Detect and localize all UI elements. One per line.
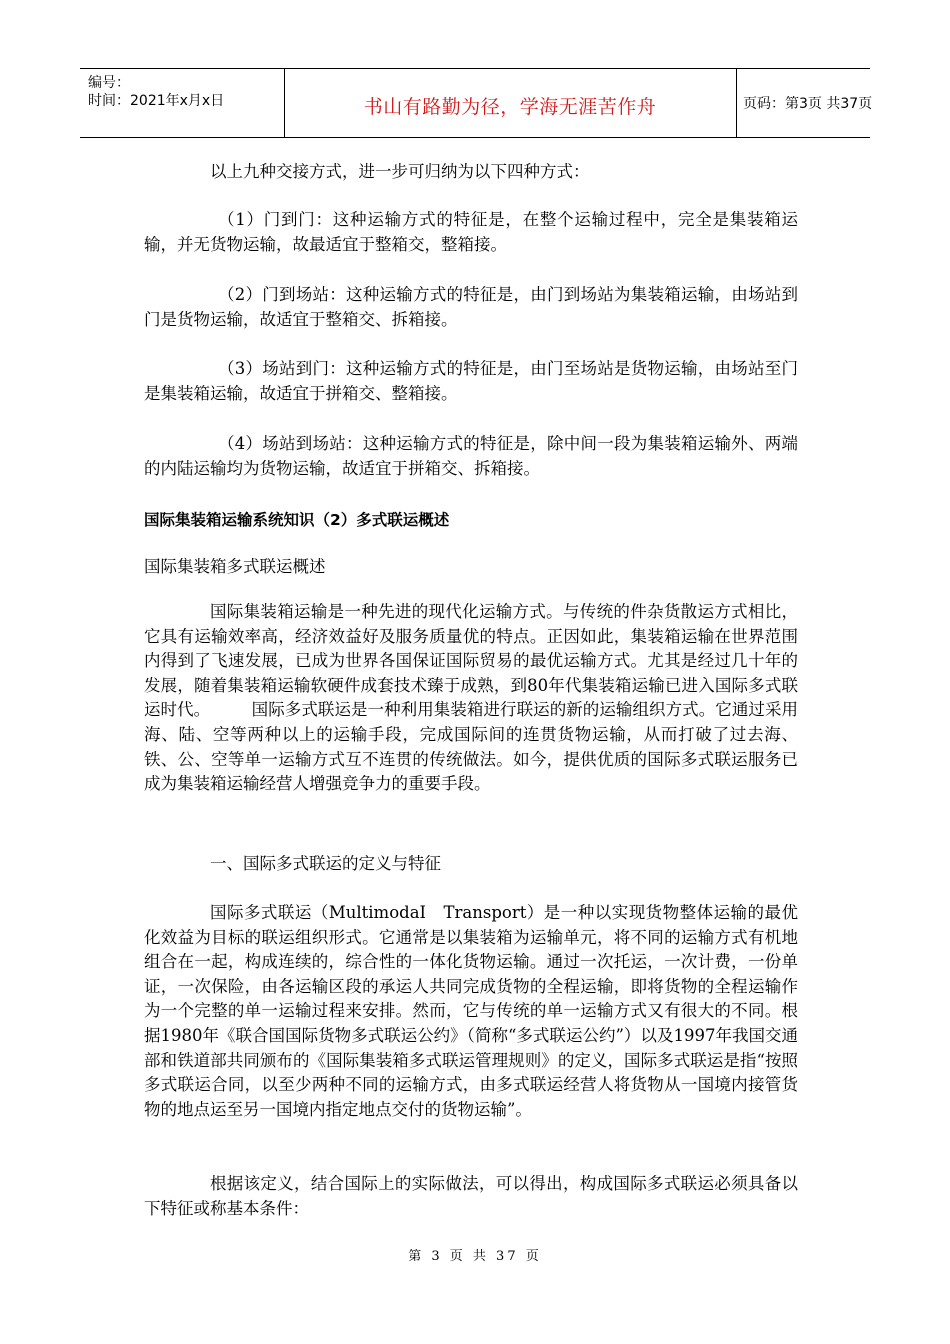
paragraph-door-to-cfs xyxy=(144,283,798,332)
header-page-cell xyxy=(737,69,873,137)
paragraph-door-to-door xyxy=(144,208,798,257)
paragraph-text: （3）场站到门：这种运输方式的特征是，由门至场站是货物运输，由场站至门是集装箱运输，故适宜于拼箱交、整箱接。 xyxy=(144,359,798,403)
paragraph-text: 国际多式联运（MultimodaI Transport）是一种以实现货物整体运输的最优化效益为目标的联运组织形式。它通常是以集装箱为运输单元，将不同的运输方式有机地组合在一起，构成连续的，综合性的一体化货物运输。通过一次托运，一次计费，一份单证，一次保险，由各运输区段的承运人共同完成货物的全程运输，即将货物的全程运输作为一个完整的单一运输过程来安排。然而，它与传统的单一运输方式又有很大的不同。根据1980年《联合国国际货物多式联运公约》（简称“多式联运公约”）以及1997年我国交通部和铁道部共同颁布的《国际集装箱多式联运管理规则》的定义，国际多式联运是指“按照多式联运合同，以至少两种不同的运输方式，由多式联运经营人将货物从一国境内接管货物的地点运至另一国境内指定地点交付的货物运输”。 xyxy=(144,903,798,1119)
paragraph-cfs-to-cfs xyxy=(144,432,798,481)
paragraph-summary xyxy=(144,160,798,185)
motto-text: 书山有路勤为径，学海无涯苦作舟 xyxy=(363,96,657,118)
sub-title-definition: 一、国际多式联运的定义与特征 xyxy=(210,854,441,873)
paragraph-text: （1）门到门：这种运输方式的特征是，在整个运输过程中，完全是集装箱运输，并无货物运输，故最适宜于整箱交，整箱接。 xyxy=(144,210,798,254)
paragraph-text: 国际集装箱运输是一种先进的现代化运输方式。与传统的件杂货散运方式相比，它具有运输效率高，经济效益好及服务质量优的特点。正因如此，集装箱运输在世界范围内得到了飞速发展，已成为世界各国保证国际贸易的最优运输方式。尤其是经过几十年的发展，随着集装箱运输软硬件成套技术臻于成熟，到80年代集装箱运输已进入国际多式联运时代。 国际多式联运是一种利用集装箱进行联运的新的运输组织方式。它通过采用海、陆、空等两种以上的运输手段，完成国际间的连贯货物运输，从而打破了过去海、铁、公、空等单一运输方式互不连贯的传统做法。如今，提供优质的国际多式联运服务已成为集装箱运输经营人增强竞争力的重要手段。 xyxy=(144,602,798,794)
paragraph-text: 以上九种交接方式，进一步可归纳为以下四种方式： xyxy=(210,162,590,181)
page-info: 页码：第3页 共37页 xyxy=(743,96,873,112)
paragraph-text: 根据该定义，结合国际上的实际做法，可以得出，构成国际多式联运必须具备以下特征或称基本条件： xyxy=(144,1174,798,1218)
paragraph-conditions xyxy=(144,1172,798,1221)
paragraph-definition xyxy=(144,901,798,1122)
section-heading: 国际集装箱运输系统知识（2）多式联运概述 xyxy=(144,511,450,529)
page-footer: 第 3 页 共 37 页 xyxy=(408,1249,542,1264)
paragraph-text: （4）场站到场站：这种运输方式的特征是，除中间一段为集装箱运输外、两端的内陆运输均为货物运输，故适宜于拼箱交、拆箱接。 xyxy=(144,434,798,478)
paragraph-overview xyxy=(144,600,798,797)
number-label: 编号： xyxy=(88,75,130,91)
header-motto-cell xyxy=(284,69,737,137)
date-label: 时间：2021年x月x日 xyxy=(88,93,225,109)
header-left-cell xyxy=(80,69,285,137)
paragraph-cfs-to-door xyxy=(144,357,798,406)
paragraph-text: （2）门到场站：这种运输方式的特征是，由门到场站为集装箱运输，由场站到门是货物运输，故适宜于整箱交、拆箱接。 xyxy=(144,285,798,329)
subheading: 国际集装箱多式联运概述 xyxy=(144,557,326,576)
header-table xyxy=(80,68,873,138)
